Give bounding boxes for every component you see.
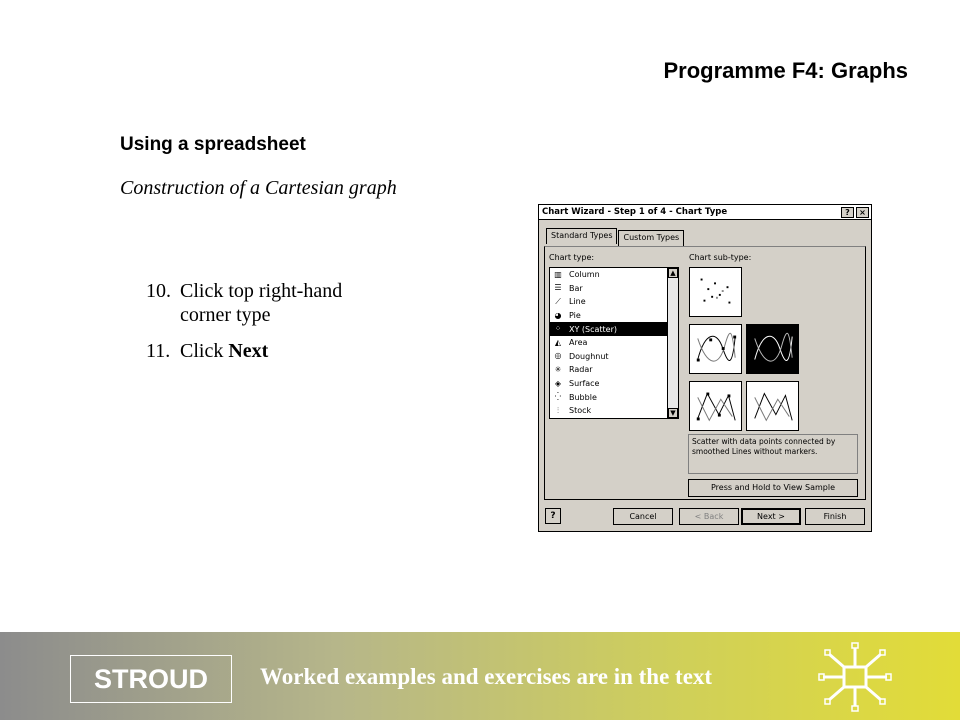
stock-chart-icon: ⫶ — [557, 405, 559, 415]
chart-type-label: Radar — [569, 365, 593, 375]
subtype-smoothed-with-markers[interactable] — [689, 324, 742, 374]
chart-type-item[interactable] — [550, 404, 678, 418]
step-number: 10. — [146, 280, 171, 302]
chart-type-label: Chart type: — [549, 253, 595, 262]
tab-standard-types[interactable]: Standard Types — [546, 228, 617, 244]
smoothed-lines-icon — [747, 325, 798, 373]
tab-custom-types[interactable]: Custom Types — [618, 230, 684, 246]
chart-type-label: Bar — [569, 283, 583, 293]
chart-type-item[interactable] — [550, 268, 678, 282]
cancel-button[interactable]: Cancel — [613, 508, 673, 525]
column-chart-icon: ▥ — [554, 269, 562, 279]
chart-type-list[interactable] — [549, 267, 679, 419]
step-number: 11. — [146, 340, 171, 362]
chart-type-item[interactable] — [550, 295, 678, 309]
smoothed-markers-icon — [690, 325, 741, 373]
scroll-up-button[interactable]: ▲ — [668, 268, 678, 278]
chart-type-item[interactable] — [550, 390, 678, 404]
chart-type-item[interactable] — [550, 309, 678, 323]
step-text — [180, 339, 390, 363]
chart-wizard-dialog — [538, 204, 872, 532]
straight-lines-icon — [747, 382, 798, 430]
subtype-lines-no-markers[interactable] — [746, 381, 799, 431]
step-text: Click top right-hand corner type — [180, 280, 343, 326]
press-hold-sample-button[interactable]: Press and Hold to View Sample — [688, 479, 858, 497]
subtype-lines-with-markers[interactable] — [689, 381, 742, 431]
chart-type-scrollbar[interactable] — [667, 268, 678, 418]
dialog-tabs — [546, 230, 685, 246]
programme-title: Programme F4: Graphs — [663, 58, 908, 83]
standard-types-panel — [544, 246, 866, 500]
network-logo-icon — [817, 642, 893, 712]
doughnut-chart-icon: ◎ — [554, 351, 562, 361]
scatter-chart-icon: ⁘ — [554, 324, 562, 334]
dialog-titlebar — [539, 205, 871, 220]
lines-markers-icon — [690, 382, 741, 430]
chart-type-label: Pie — [569, 311, 581, 321]
chart-type-label: Area — [569, 338, 588, 348]
chart-type-label: Line — [569, 297, 586, 307]
chart-type-item[interactable] — [550, 336, 678, 350]
footer-text: Worked examples and exercises are in the text — [260, 664, 713, 689]
instruction-steps — [146, 279, 390, 375]
subtype-scatter-markers[interactable] — [689, 267, 742, 317]
section-subtitle: Construction of a Cartesian graph — [120, 177, 397, 199]
section-title: Using a spreadsheet — [120, 134, 306, 155]
surface-chart-icon: ◈ — [554, 378, 562, 388]
dialog-title: Chart Wizard - Step 1 of 4 - Chart Type — [542, 207, 728, 217]
step-text-prefix: Click — [180, 340, 229, 362]
chart-subtype-label: Chart sub-type: — [689, 253, 752, 262]
chart-subtype-grid — [689, 267, 803, 431]
chart-type-label: Stock — [569, 406, 592, 416]
chart-type-label: Column — [569, 270, 600, 280]
title-close-button[interactable]: × — [856, 207, 869, 218]
radar-chart-icon: ✳ — [554, 364, 562, 374]
back-button[interactable]: < Back — [679, 508, 739, 525]
finish-button[interactable]: Finish — [805, 508, 865, 525]
step-10 — [146, 279, 390, 327]
bubble-chart-icon: ⁛ — [554, 392, 562, 402]
footer-bar — [0, 632, 960, 720]
subtype-description: Scatter with data points connected by smoothed Lines without markers. — [688, 434, 858, 474]
chart-type-item[interactable] — [550, 377, 678, 391]
chart-type-item[interactable] — [550, 350, 678, 364]
chart-type-item[interactable] — [550, 322, 678, 336]
chart-type-label: XY (Scatter) — [569, 324, 618, 334]
chart-type-label: Surface — [569, 379, 600, 389]
dialog-button-bar — [539, 505, 871, 529]
subtype-smoothed-no-markers[interactable] — [746, 324, 799, 374]
office-assistant-help-button[interactable]: ? — [545, 508, 561, 524]
chart-type-label: Doughnut — [569, 351, 609, 361]
stroud-logo-box: STROUD — [70, 655, 232, 703]
title-help-button[interactable]: ? — [841, 207, 854, 218]
chart-type-item[interactable] — [550, 363, 678, 377]
step-11 — [146, 339, 390, 363]
line-chart-icon: ⟋ — [555, 296, 561, 306]
chart-type-item[interactable] — [550, 282, 678, 296]
scatter-markers-icon — [690, 268, 741, 316]
next-button[interactable]: Next > — [741, 508, 801, 525]
area-chart-icon: ◭ — [554, 337, 562, 347]
scroll-down-button[interactable]: ▼ — [668, 408, 678, 418]
bar-chart-icon: ☰ — [554, 283, 562, 293]
pie-chart-icon: ◕ — [554, 310, 562, 320]
step-text-bold: Next — [228, 340, 269, 362]
chart-type-label: Bubble — [569, 392, 597, 402]
